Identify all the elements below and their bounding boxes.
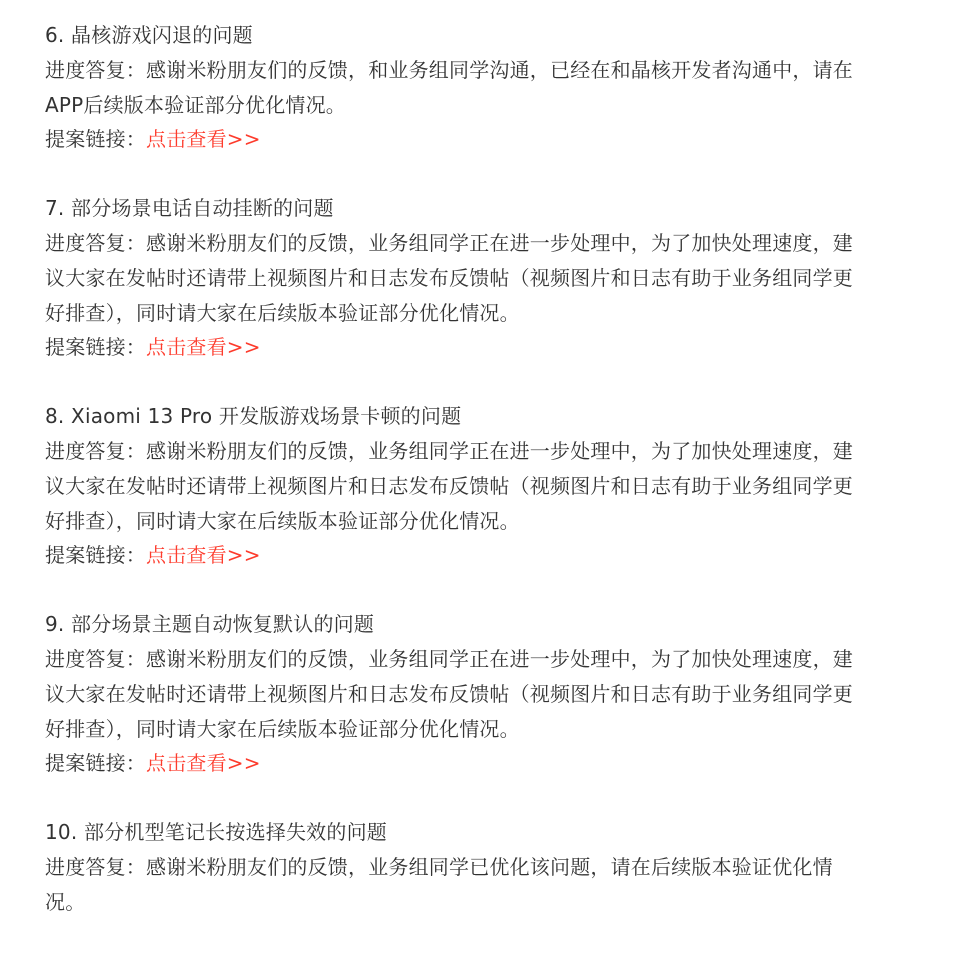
reply-line: 进度答复：感谢米粉朋友们的反馈，业务组同学正在进一步处理中，为了加快处理速度，建 (45, 438, 853, 463)
reply-line: 况。 (45, 889, 86, 914)
issue-item-10 (45, 815, 925, 919)
issue-title: 8. Xiaomi 13 Pro 开发版游戏场景卡顿的问题 (45, 404, 462, 429)
issue-item-9 (45, 607, 925, 781)
proposal-link-label: 提案链接： (45, 127, 146, 152)
reply-line: 进度答复：感谢米粉朋友们的反馈，业务组同学正在进一步处理中，为了加快处理速度，建 (45, 646, 853, 671)
reply-line: 进度答复：感谢米粉朋友们的反馈，和业务组同学沟通，已经在和晶核开发者沟通中，请在 (45, 57, 853, 82)
issue-title: 6. 晶核游戏闪退的问题 (45, 23, 253, 47)
proposal-link-row (45, 746, 925, 781)
issue-list (45, 18, 925, 954)
reply-line: 议大家在发帖时还请带上视频图片和日志发布反馈帖（视频图片和日志有助于业务组同学更 (45, 473, 853, 498)
reply-line: 议大家在发帖时还请带上视频图片和日志发布反馈帖（视频图片和日志有助于业务组同学更 (45, 265, 853, 290)
proposal-link-label: 提案链接： (45, 751, 146, 776)
proposal-link-label: 提案链接： (45, 335, 146, 360)
proposal-link-label: 提案链接： (45, 543, 146, 568)
reply-line: 好排查），同时请大家在后续版本验证部分优化情况。 (45, 716, 520, 741)
reply-line: 进度答复：感谢米粉朋友们的反馈，业务组同学已优化该问题，请在后续版本验证优化情 (45, 854, 833, 879)
view-proposal-link[interactable]: 点击查看>> (146, 127, 261, 152)
view-proposal-link[interactable]: 点击查看>> (146, 543, 261, 568)
reply-line: 议大家在发帖时还请带上视频图片和日志发布反馈帖（视频图片和日志有助于业务组同学更 (45, 681, 853, 706)
issue-item-7 (45, 191, 925, 365)
issue-item-8 (45, 399, 925, 573)
issue-title: 10. 部分机型笔记长按选择失效的问题 (45, 820, 387, 845)
issue-title: 9. 部分场景主题自动恢复默认的问题 (45, 612, 375, 637)
proposal-link-row (45, 538, 925, 573)
issue-item-6 (45, 18, 925, 157)
view-proposal-link[interactable]: 点击查看>> (146, 335, 261, 360)
view-proposal-link[interactable]: 点击查看>> (146, 751, 261, 776)
reply-line: APP后续版本验证部分优化情况。 (45, 92, 347, 117)
proposal-link-row (45, 330, 925, 365)
reply-line: 好排查），同时请大家在后续版本验证部分优化情况。 (45, 508, 520, 533)
proposal-link-row (45, 122, 925, 157)
reply-line: 进度答复：感谢米粉朋友们的反馈，业务组同学正在进一步处理中，为了加快处理速度，建 (45, 230, 853, 255)
issue-title: 7. 部分场景电话自动挂断的问题 (45, 196, 334, 221)
reply-line: 好排查），同时请大家在后续版本验证部分优化情况。 (45, 300, 520, 325)
